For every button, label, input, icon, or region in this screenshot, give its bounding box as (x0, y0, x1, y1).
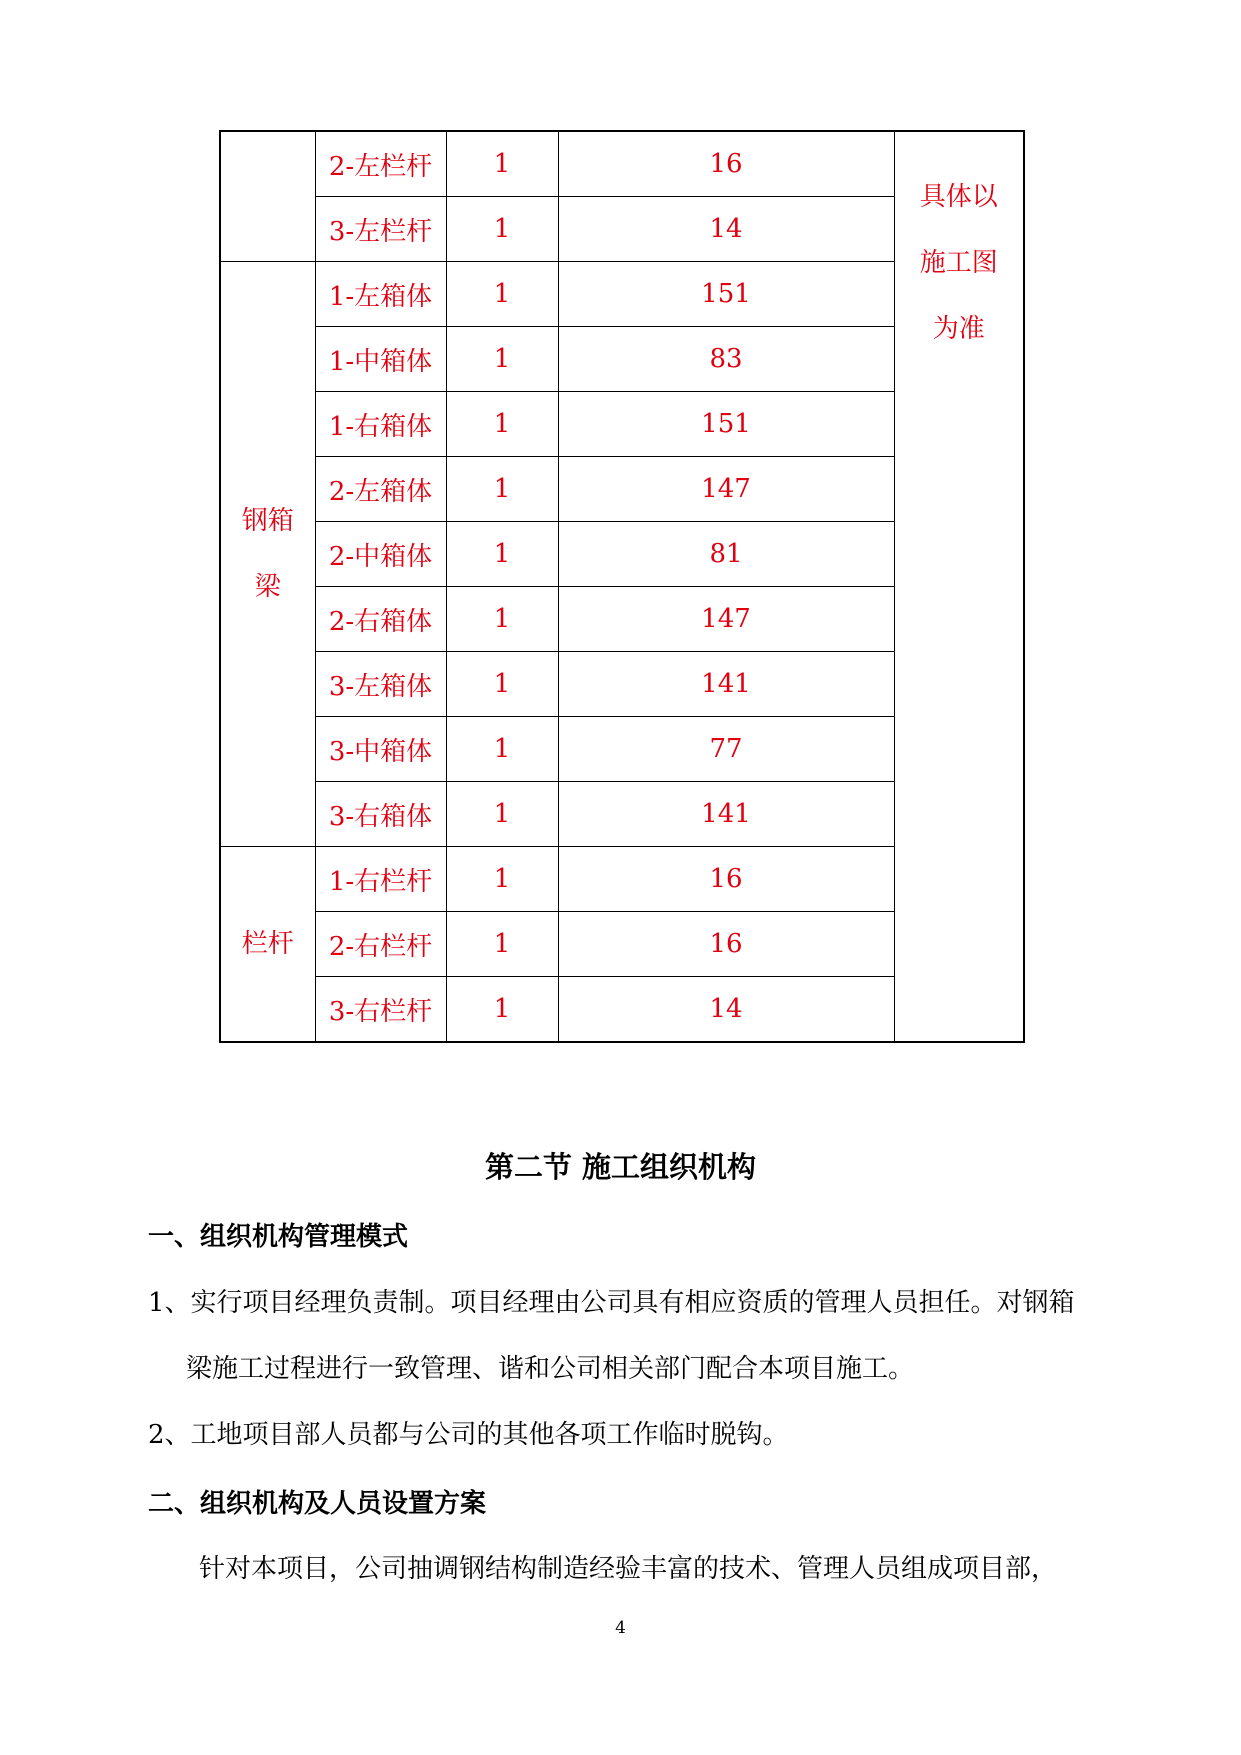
cell-value: 147 (558, 587, 894, 652)
cell-value: 81 (558, 522, 894, 587)
cell-name: 3-左栏杆 (315, 197, 446, 262)
cell-qty: 1 (446, 847, 558, 912)
component-table (219, 130, 1025, 1043)
cell-value: 16 (558, 912, 894, 977)
item-1-line-2: 梁施工过程进行一致管理、谐和公司相关部门配合本项目施工。 (186, 1354, 915, 1384)
cell-value: 77 (558, 717, 894, 782)
cell-name: 3-左箱体 (315, 652, 446, 717)
cell-qty: 1 (446, 652, 558, 717)
cell-name: 2-右栏杆 (315, 912, 446, 977)
cell-value: 14 (558, 197, 894, 262)
cell-name: 2-中箱体 (315, 522, 446, 587)
note-cell (894, 131, 1024, 1042)
cell-qty: 1 (446, 912, 558, 977)
cell-qty: 1 (446, 977, 558, 1043)
group-label-cell (220, 262, 315, 847)
cell-value: 16 (558, 847, 894, 912)
cell-value: 14 (558, 977, 894, 1043)
section-title: 第二节 施工组织机构 (484, 1150, 757, 1184)
cell-qty: 1 (446, 262, 558, 327)
group-label: 钢箱梁 (241, 506, 294, 602)
item-2: 2、工地项目部人员都与公司的其他各项工作临时脱钩。 (148, 1420, 789, 1450)
cell-value: 151 (558, 392, 894, 457)
cell-name: 2-左栏杆 (315, 131, 446, 197)
heading-org-staff: 二、组织机构及人员设置方案 (148, 1489, 487, 1519)
item-1-line-1: 1、实行项目经理负责制。项目经理由公司具有相应资质的管理人员担任。对钢箱 (148, 1288, 1075, 1318)
staff-paragraph: 针对本项目，公司抽调钢结构制造经验丰富的技术、管理人员组成项目部， (199, 1554, 1058, 1584)
table-row (220, 131, 1024, 197)
note-text: 具体以施工图为准 (919, 182, 998, 344)
cell-name: 3-中箱体 (315, 717, 446, 782)
cell-name: 1-左箱体 (315, 262, 446, 327)
cell-value: 141 (558, 782, 894, 847)
group-label: 栏杆 (241, 929, 294, 959)
group-label-cell (220, 131, 315, 262)
cell-value: 16 (558, 131, 894, 197)
cell-value: 83 (558, 327, 894, 392)
cell-value: 151 (558, 262, 894, 327)
cell-name: 3-右栏杆 (315, 977, 446, 1043)
cell-value: 147 (558, 457, 894, 522)
cell-qty: 1 (446, 782, 558, 847)
cell-qty: 1 (446, 522, 558, 587)
cell-qty: 1 (446, 392, 558, 457)
page-number: 4 (615, 1618, 626, 1638)
heading-org-mode: 一、组织机构管理模式 (148, 1222, 409, 1252)
cell-qty: 1 (446, 717, 558, 782)
cell-qty: 1 (446, 197, 558, 262)
cell-name: 3-右箱体 (315, 782, 446, 847)
cell-name: 2-右箱体 (315, 587, 446, 652)
cell-qty: 1 (446, 457, 558, 522)
cell-qty: 1 (446, 131, 558, 197)
cell-qty: 1 (446, 327, 558, 392)
cell-name: 1-中箱体 (315, 327, 446, 392)
cell-name: 2-左箱体 (315, 457, 446, 522)
cell-qty: 1 (446, 587, 558, 652)
cell-name: 1-右箱体 (315, 392, 446, 457)
cell-name: 1-右栏杆 (315, 847, 446, 912)
group-label-cell (220, 847, 315, 1043)
cell-value: 141 (558, 652, 894, 717)
